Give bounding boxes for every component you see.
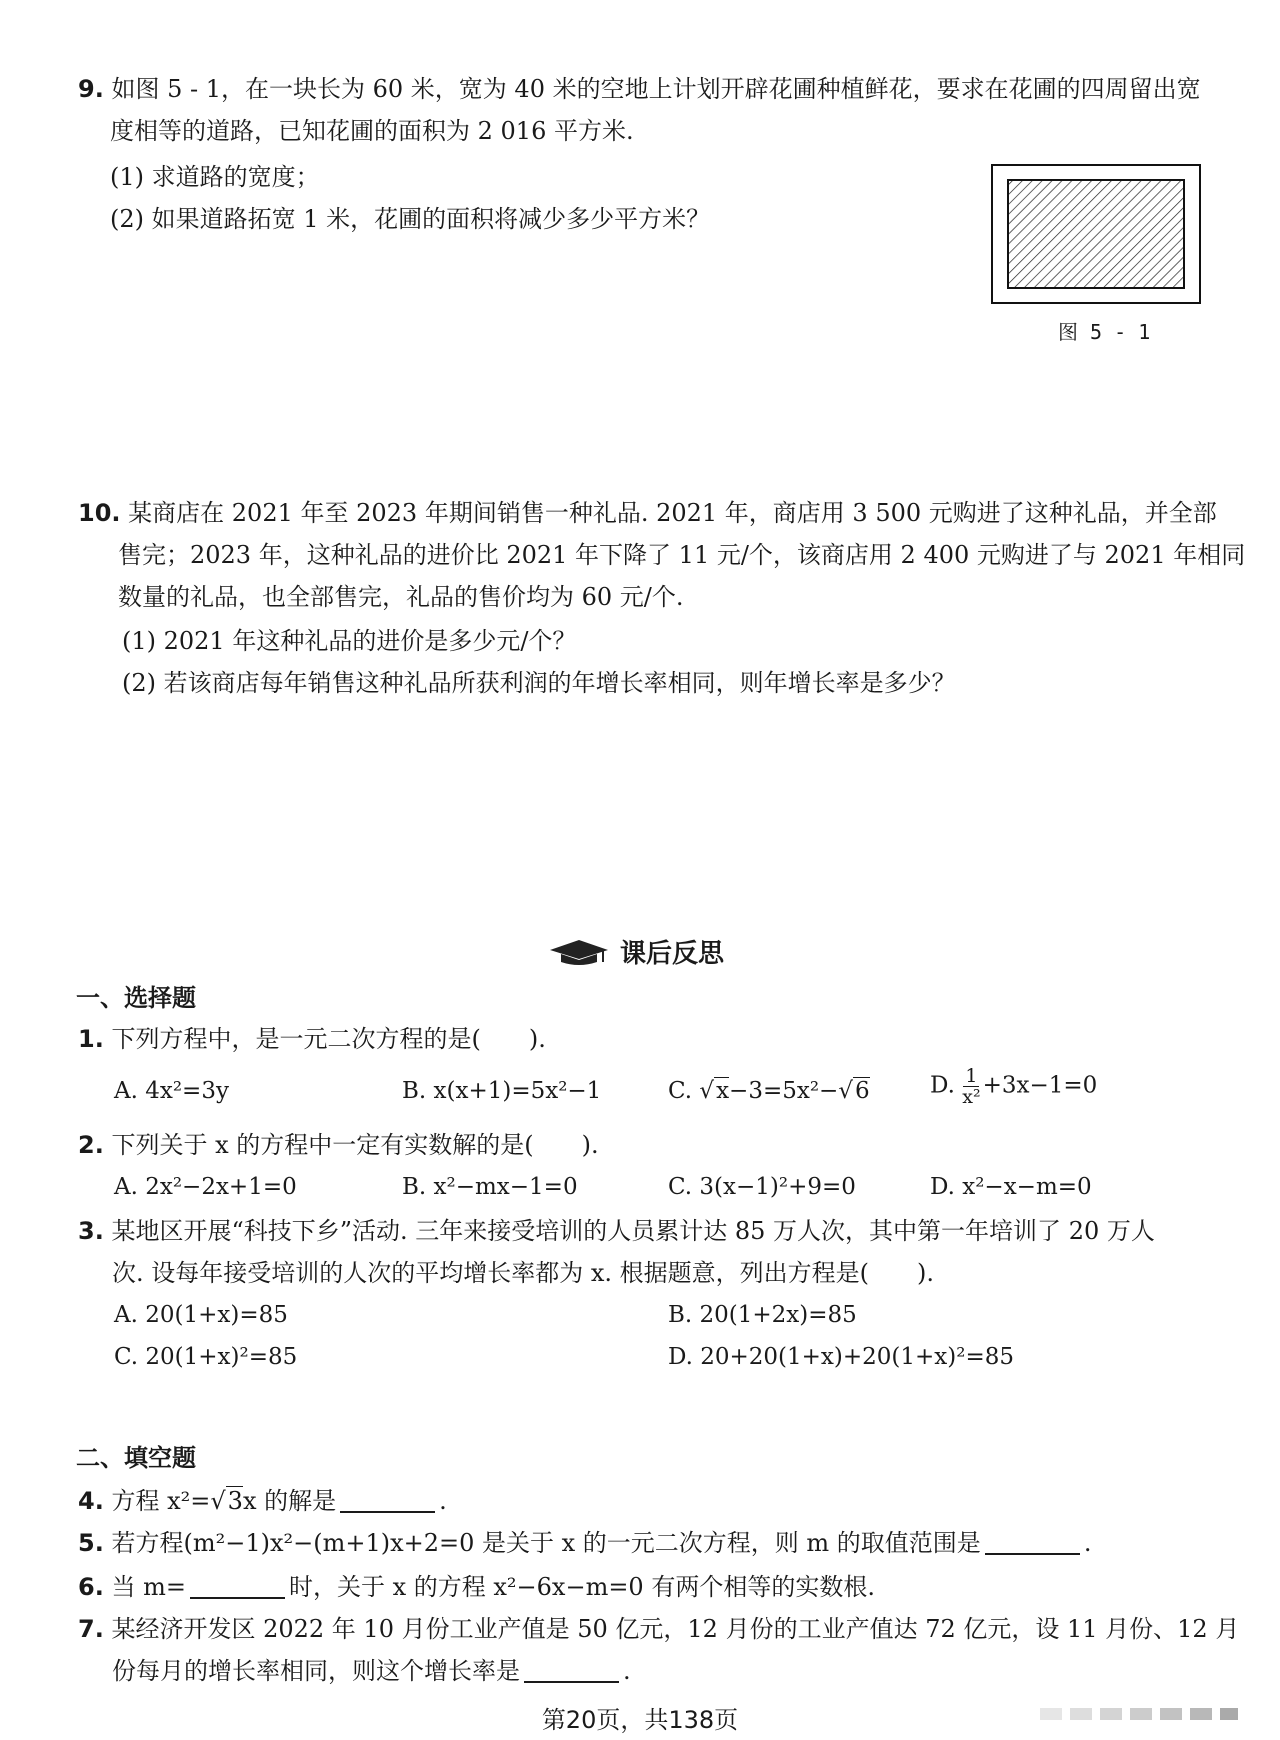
fill7-text1: 某经济开发区 2022 年 10 月份工业产值是 50 亿元，12 月份的工业产值达 72 亿元，设 11 月份、12 月 [111,1615,1240,1643]
q9-text1: 如图 5 - 1，在一块长为 60 米，宽为 40 米的空地上计划开辟花圃种植鲜花，要求在花圃的四周留出宽 [111,75,1201,103]
q9-line2: 度相等的道路，已知花圃的面积为 2 016 平方米. [110,117,634,145]
mc3-option-b: B. 20(1+2x)=85 [668,1302,857,1328]
fill6-prefix: 当 m= [111,1573,186,1601]
mc3-text1: 某地区开展“科技下乡”活动. 三年来接受培训的人员累计达 85 万人次，其中第一年培训了 20 万人 [111,1217,1155,1245]
fill7-blank[interactable] [524,1655,619,1683]
q10-text1: 某商店在 2021 年至 2023 年期间销售一种礼品. 2021 年，商店用 3 500 元购进了这种礼品，并全部 [128,499,1217,527]
fill4-prefix: 方程 x²= [111,1487,211,1515]
mc1-text: 下列方程中，是一元二次方程的是( ). [111,1025,546,1053]
mc1-option-d [930,1066,1097,1107]
mc1-d-prefix: D. [930,1072,963,1099]
mc1-d-denominator: x² [962,1086,981,1108]
mc3-option-c: C. 20(1+x)²=85 [114,1344,298,1370]
fill4-number: 4. [78,1487,104,1515]
mc2-option-a: A. 2x²−2x+1=0 [114,1174,297,1200]
fill5-number: 5. [78,1529,104,1557]
fill4-radicand: 3 [227,1487,243,1515]
fill6-suffix: 时，关于 x 的方程 x²−6x−m=0 有两个相等的实数根. [288,1573,875,1601]
fill5 [78,1526,1091,1560]
q10-number: 10. [78,499,121,527]
fill4-suffix: x 的解是 [242,1487,337,1515]
garden-figure-svg [990,163,1202,305]
q9-sub2: (2) 如果道路拓宽 1 米，花圃的面积将减少多少平方米？ [110,205,711,233]
mc1-c-middle: −3=5x²− [729,1078,839,1104]
fill4-end: . [439,1487,447,1515]
mc1-c-radicand2: 6 [854,1078,870,1104]
section-heading [548,933,724,970]
page-indicator-icon [1040,1702,1240,1726]
mc3-option-a: A. 20(1+x)=85 [114,1302,288,1328]
mc1-stem [78,1022,546,1056]
mc1-option-a: A. 4x²=3y [114,1078,229,1104]
section-fill-blank: 二、填空题 [76,1444,196,1472]
garden-hatched [1008,180,1184,288]
fill6-number: 6. [78,1573,104,1601]
fill7-text2: 份每月的增长率相同，则这个增长率是 [112,1657,520,1685]
mc2-stem [78,1128,599,1162]
fill6-blank[interactable] [190,1571,285,1599]
q10-line2: 售完；2023 年，这种礼品的进价比 2021 年下降了 11 元/个，该商店用 2 400 元购进了与 2021 年相同 [118,541,1246,569]
fill4-blank[interactable] [340,1485,435,1513]
mc2-option-c: C. 3(x−1)²+9=0 [668,1174,856,1200]
mc1-option-b: B. x(x+1)=5x²−1 [402,1078,602,1104]
fill7-end: . [623,1657,631,1685]
mc1-d-suffix: +3x−1=0 [982,1072,1098,1099]
garden-figure [990,163,1202,305]
mc1-number: 1. [78,1025,104,1053]
heading-text: 课后反思 [620,939,725,969]
mc2-option-b: B. x²−mx−1=0 [402,1174,578,1200]
mc1-d-numerator: 1 [965,1065,978,1087]
fill7-line1 [78,1612,1239,1646]
mc1-d-fraction [962,1066,980,1107]
mc1-option-c: C. √x−3=5x²−√6 [668,1078,870,1104]
q9-sub1: (1) 求道路的宽度； [110,163,320,191]
fill5-end: . [1083,1529,1092,1557]
mc3-line2: 次. 设每年接受培训的人次的平均增长率都为 x. 根据题意，列出方程是( ). [112,1259,935,1287]
fill4: 4. 方程 x²=√3x 的解是 . [78,1484,447,1518]
q10-sub2: (2) 若该商店每年销售这种礼品所获利润的年增长率相同，则年增长率是多少？ [122,669,956,697]
mc1-c-prefix: C. [668,1078,700,1104]
q9-number: 9. [78,75,104,103]
mc2-option-d: D. x²−x−m=0 [930,1174,1092,1200]
fill7-number: 7. [78,1615,104,1643]
mc1-c-radicand1: x [716,1078,730,1104]
q10-line1 [78,496,1217,530]
fill5-blank[interactable] [985,1527,1080,1555]
mc3-option-d: D. 20+20(1+x)+20(1+x)²=85 [668,1344,1014,1370]
figure-caption: 图 5 - 1 [1058,320,1151,344]
fill6 [78,1570,875,1604]
graduation-cap-icon [548,938,610,966]
fill5-text: 若方程(m²−1)x²−(m+1)x+2=0 是关于 x 的一元二次方程，则 m 的取值范围是 [111,1529,981,1557]
mc3-number: 3. [78,1217,104,1245]
section-multiple-choice: 一、选择题 [76,984,196,1012]
fill7-line2 [112,1654,631,1688]
mc2-text: 下列关于 x 的方程中一定有实数解的是( ). [111,1131,599,1159]
q10-sub1: (1) 2021 年这种礼品的进价是多少元/个？ [122,627,577,655]
mc2-number: 2. [78,1131,104,1159]
q10-line3: 数量的礼品，也全部售完，礼品的售价均为 60 元/个. [118,583,684,611]
page-footer: 第20页，共138页 [541,1706,739,1734]
mc3-line1 [78,1214,1155,1248]
q9-line1 [78,72,1201,106]
